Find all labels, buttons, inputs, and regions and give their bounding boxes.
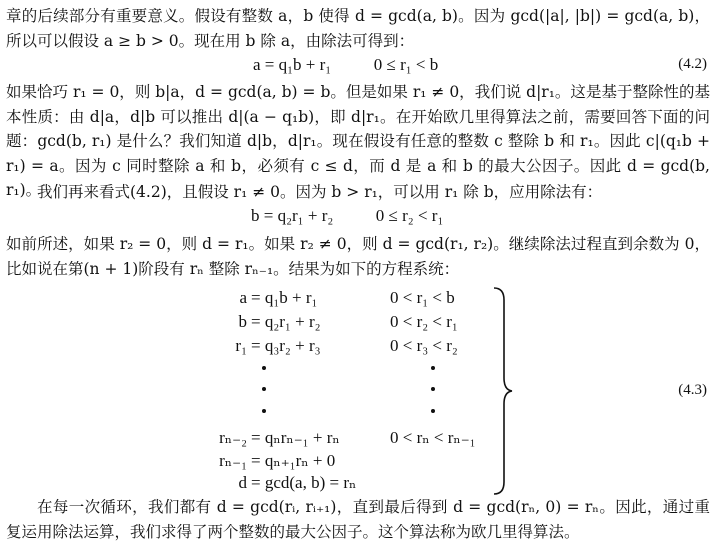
ellipsis-dot — [262, 387, 266, 391]
paragraph-conclusion: 在每一次循环，我们都有 d = gcd(rᵢ, rᵢ₊₁)，直到最后得到 d = gcd(rₙ, 0) = rₙ。因此，通过重复运用除法运算，我们求得了两个整数的最大公因子。这个算法称为欧几里得算法。 — [6, 498, 710, 541]
ellipsis-dot — [262, 409, 266, 413]
system-row-lhs: r₁ — [235, 336, 247, 355]
ellipsis-dot — [431, 409, 435, 413]
system-row-rhs: = gcd(a, b) = rₙ — [251, 473, 357, 492]
system-row-condition: 0 < r₂ < r₁ — [390, 312, 458, 331]
system-row-lhs: rₙ₋₂ — [219, 428, 247, 447]
ellipsis-dot — [431, 387, 435, 391]
paragraph-divisibility: 如果恰巧 r₁ = 0，则 b|a，d = gcd(a, b) = b。但是如果 r₁ ≠ 0，我们说 d|r₁。这是基于整除性的基本性质：由 d|a，d|b 可以推出 d|(a − q₁b)，即 d|r₁。在开始欧几里得算法之前，需要回答下面的问题：gcd(b, r₁) 是什么？我们知道 d|b，d|r₁。现在假设有任意的整数 c 整除 b 和 r₁。因此 c|(q₁b + r₁) = a。因为 c 同时整除 a 和 b，必须有 c ≤ d，而 d 是 a 和 b 的最大公因子。因此 d = gcd(b, r₁)。 — [6, 83, 710, 199]
system-row-lhs: d — [238, 473, 247, 492]
system-row-rhs: = q₂r₁ + r₂ — [251, 312, 321, 331]
ellipsis-dot — [431, 366, 435, 370]
equation-number-4-2: (4.2) — [678, 56, 707, 72]
paragraph-intro: 章的后续部分有重要意义。假设有整数 a，b 使得 d = gcd(a, b)。因为 gcd(|a|, |b|) = gcd(a, b)，所以可以假设 a ≥ b > 0。现在用 b 除 a，由除法可得到： — [6, 7, 710, 50]
system-row-rhs: = qₙrₙ₋₁ + rₙ — [251, 428, 340, 447]
equation-4-2-condition: 0 ≤ r₁ < b — [373, 55, 439, 74]
system-row-lhs: a — [239, 288, 247, 307]
equation-number-4-3: (4.3) — [678, 382, 707, 398]
paragraph-continue: 如前所述，如果 r₂ = 0，则 d = r₁。如果 r₂ ≠ 0，则 d = gcd(r₁, r₂)。继续除法过程直到余数为 0，比如说在第(n + 1)阶段有 rₙ 整除 rₙ₋₁。结果为如下的方程系统： — [6, 235, 710, 278]
equation-b-condition: 0 ≤ r₂ < r₁ — [375, 206, 444, 225]
system-row-condition: 0 < rₙ < rₙ₋₁ — [390, 428, 476, 447]
equation-4-2-main: a = q₁b + r₁ — [253, 55, 332, 74]
system-row-rhs: = q₃r₂ + r₃ — [251, 336, 321, 355]
system-row-rhs: = qₙ₊₁rₙ + 0 — [251, 451, 336, 470]
paragraph-revisit: 我们再来看式(4.2)，且假设 r₁ ≠ 0。因为 b > r₁，可以用 r₁ 除 b，应用除法有： — [37, 183, 603, 201]
equation-4-2 — [253, 54, 438, 76]
ellipsis-dot — [262, 366, 266, 370]
system-row-lhs: rₙ₋₁ — [219, 451, 247, 470]
system-row-lhs: b — [238, 312, 247, 331]
equation-b-division — [251, 205, 443, 227]
system-row-rhs: = q₁b + r₁ — [251, 288, 318, 307]
system-row-condition: 0 < r₁ < b — [390, 288, 455, 307]
right-brace-icon — [492, 286, 516, 496]
equation-b-main: b = q₂r₁ + r₂ — [251, 206, 334, 225]
system-row-condition: 0 < r₃ < r₂ — [390, 336, 458, 355]
